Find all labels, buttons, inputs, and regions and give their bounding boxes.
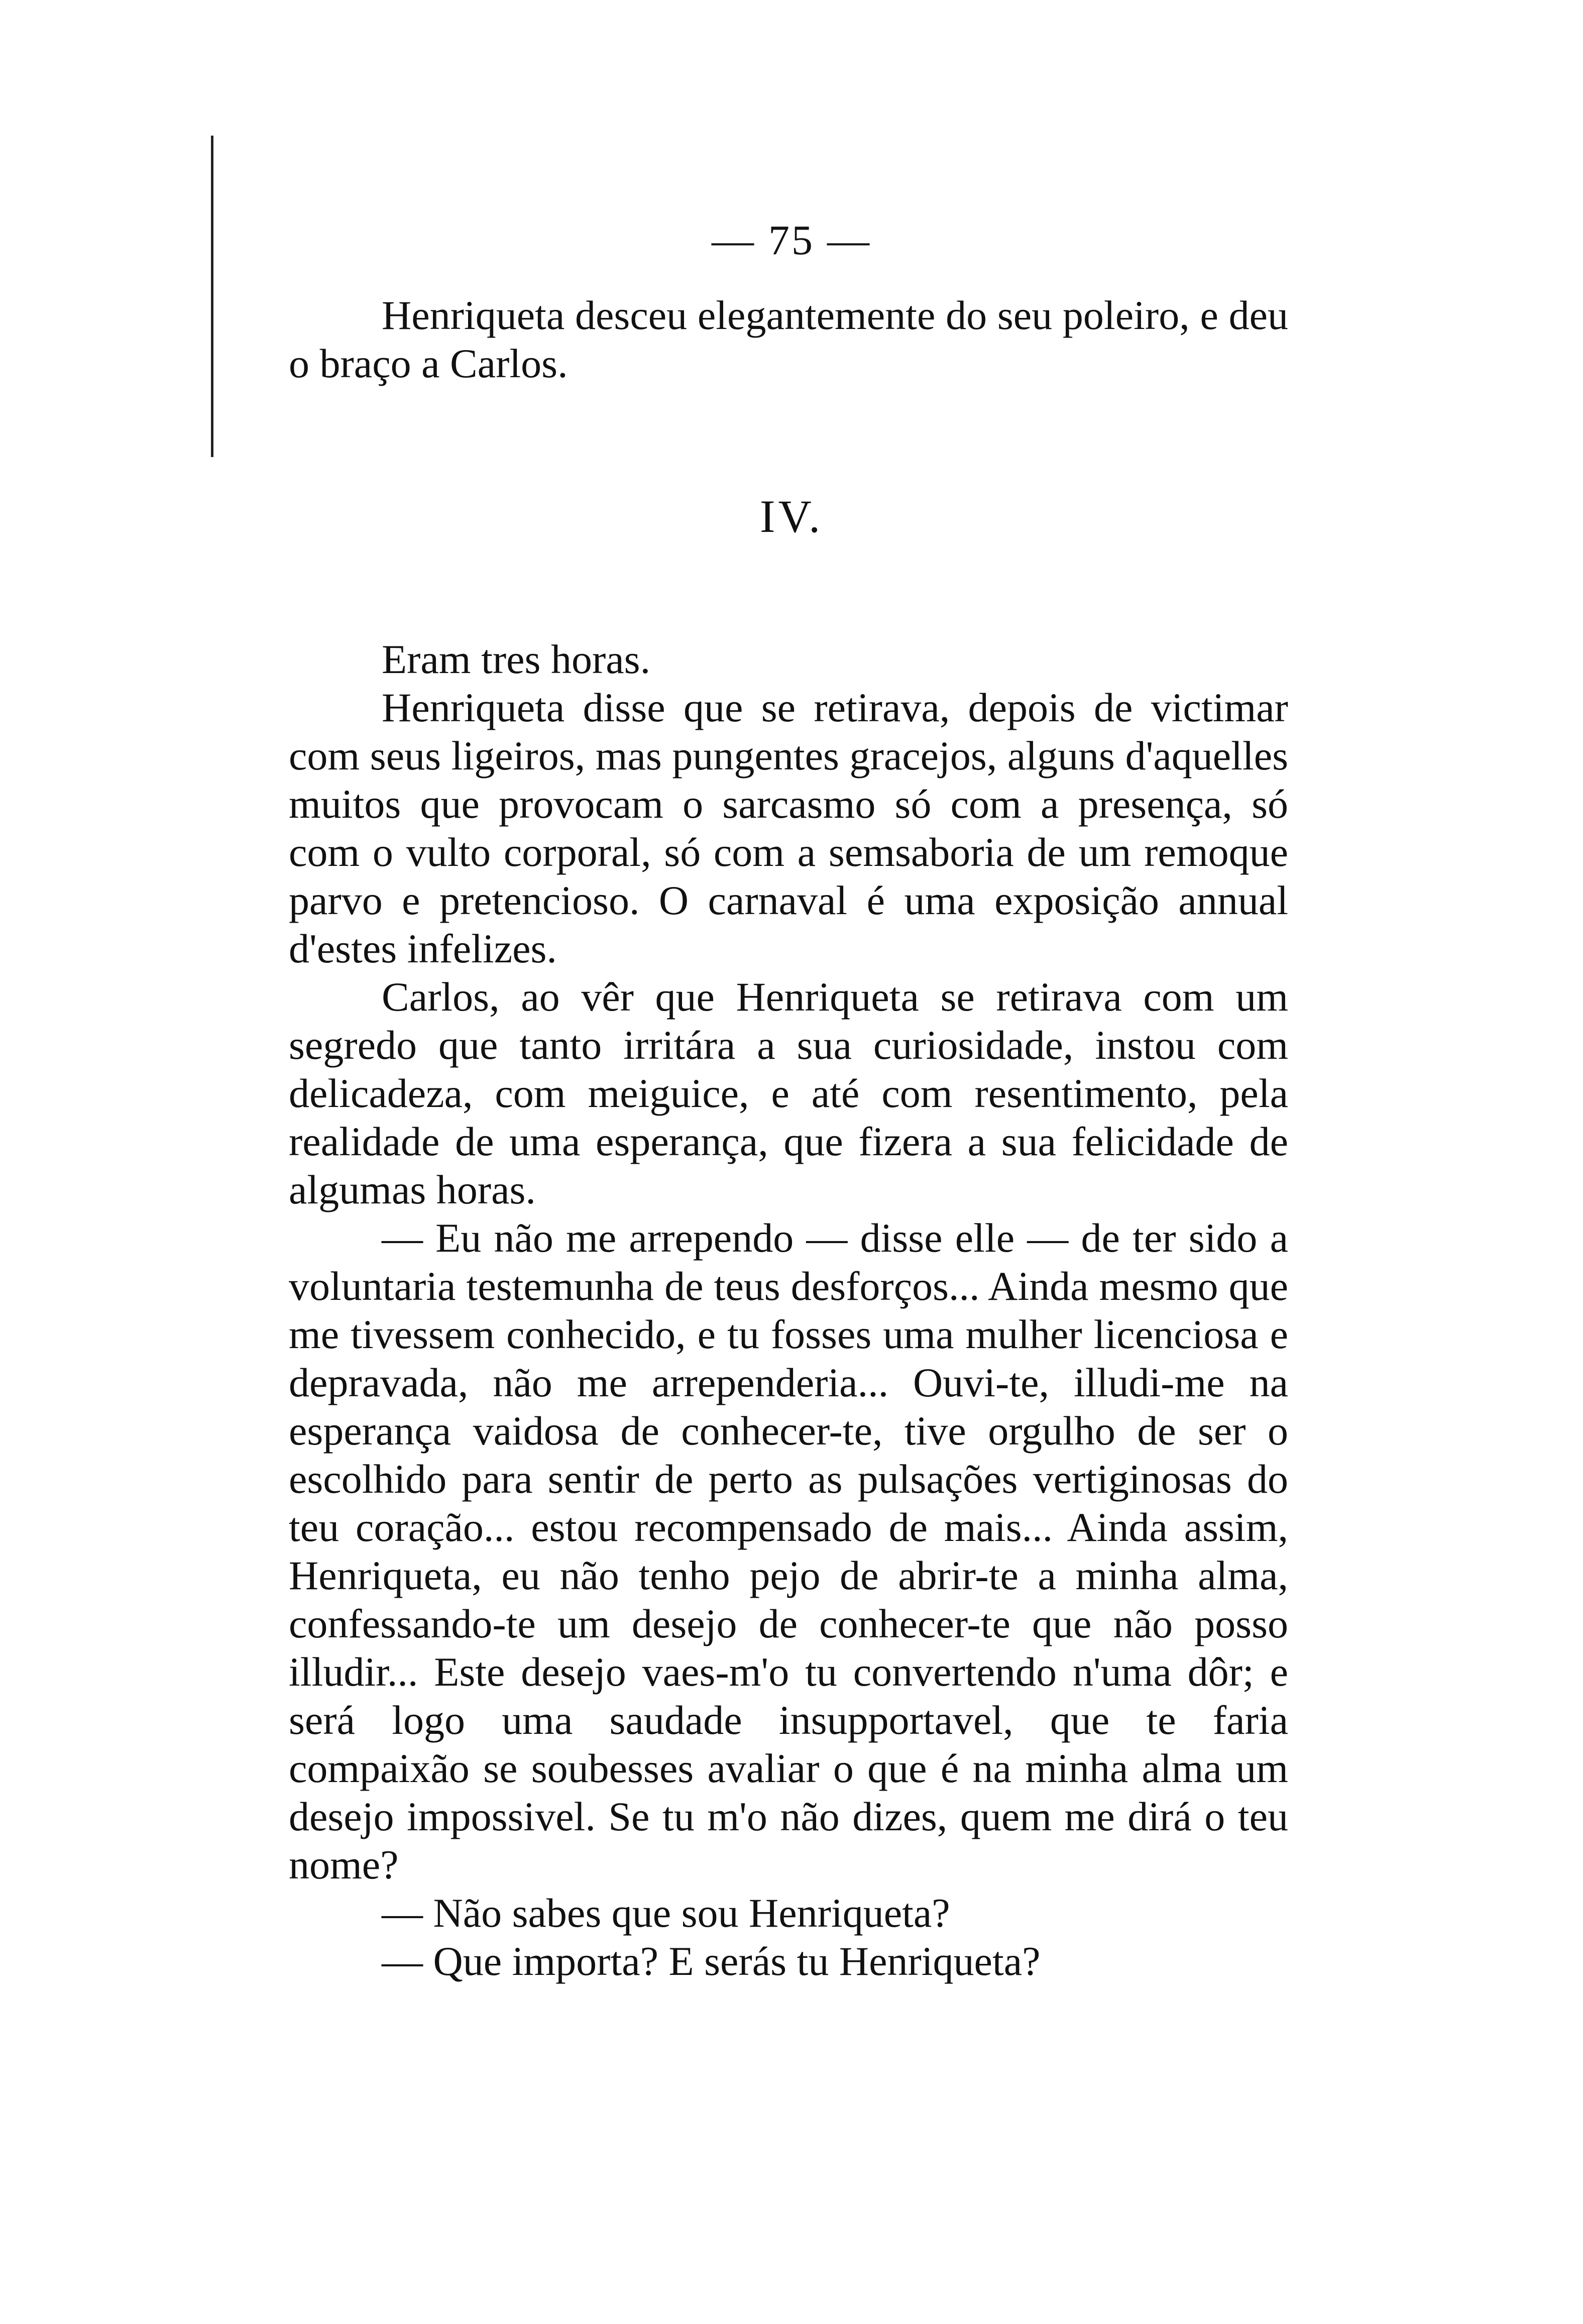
intro-paragraph: Henriqueta desceu elegantemente do seu poleiro, e deu o braço a Carlos. xyxy=(289,292,1288,386)
paragraph: — Eu não me arrependo — disse elle — de ter sido a voluntaria testemunha de teus desforços... Ainda mesmo que me tivessem conhecido, e tu fosses uma mulher licenciosa e depravada, não me arrependeria... Ouvi-te, illudi-me na esperança vaidosa de conhecer-te, tive orgulho de ser o escolhido para sentir de perto as pulsações vertiginosas do teu coração... estou recompensado de mais... Ainda assim, Henriqueta, eu não tenho pejo de abrir-te a minha alma, confessando-te um desejo de conhecer-te que não posso illudir... Este desejo vaes-m'o tu convertendo n'uma dôr; e será logo uma saudade insupportavel, que te faria compaixão se soubesses avaliar o que é na minha alma um desejo impossivel. Se tu m'o não dizes, quem me dirá o teu nome? xyxy=(289,1215,1288,1888)
paragraph: — Não sabes que sou Henriqueta? xyxy=(382,1890,950,1936)
paragraph: Carlos, ao vêr que Henriqueta se retirava com um segredo que tanto irritára a sua curiosidade, instou com delicadeza, com meiguice, e até com resentimento, pela realidade de uma esperança, que fizera a sua felicidade de algumas horas. xyxy=(289,974,1288,1212)
chapter-heading: IV. xyxy=(759,491,824,542)
margin-scan-line xyxy=(211,136,213,457)
intro-text xyxy=(289,291,1288,388)
body-text xyxy=(289,635,1288,1985)
page-number: — 75 — xyxy=(712,217,871,264)
paragraph: — Que importa? E serás tu Henriqueta? xyxy=(382,1938,1041,1984)
paragraph: Henriqueta disse que se retirava, depois de victimar com seus ligeiros, mas pungentes gracejos, alguns d'aquelles muitos que provocam o sarcasmo só com a presença, só com o vulto corporal, só com a semsaboria de um remoque parvo e pretencioso. O carnaval é uma exposição annual d'estes infelizes. xyxy=(289,685,1288,971)
paragraph: Eram tres horas. xyxy=(382,636,651,682)
